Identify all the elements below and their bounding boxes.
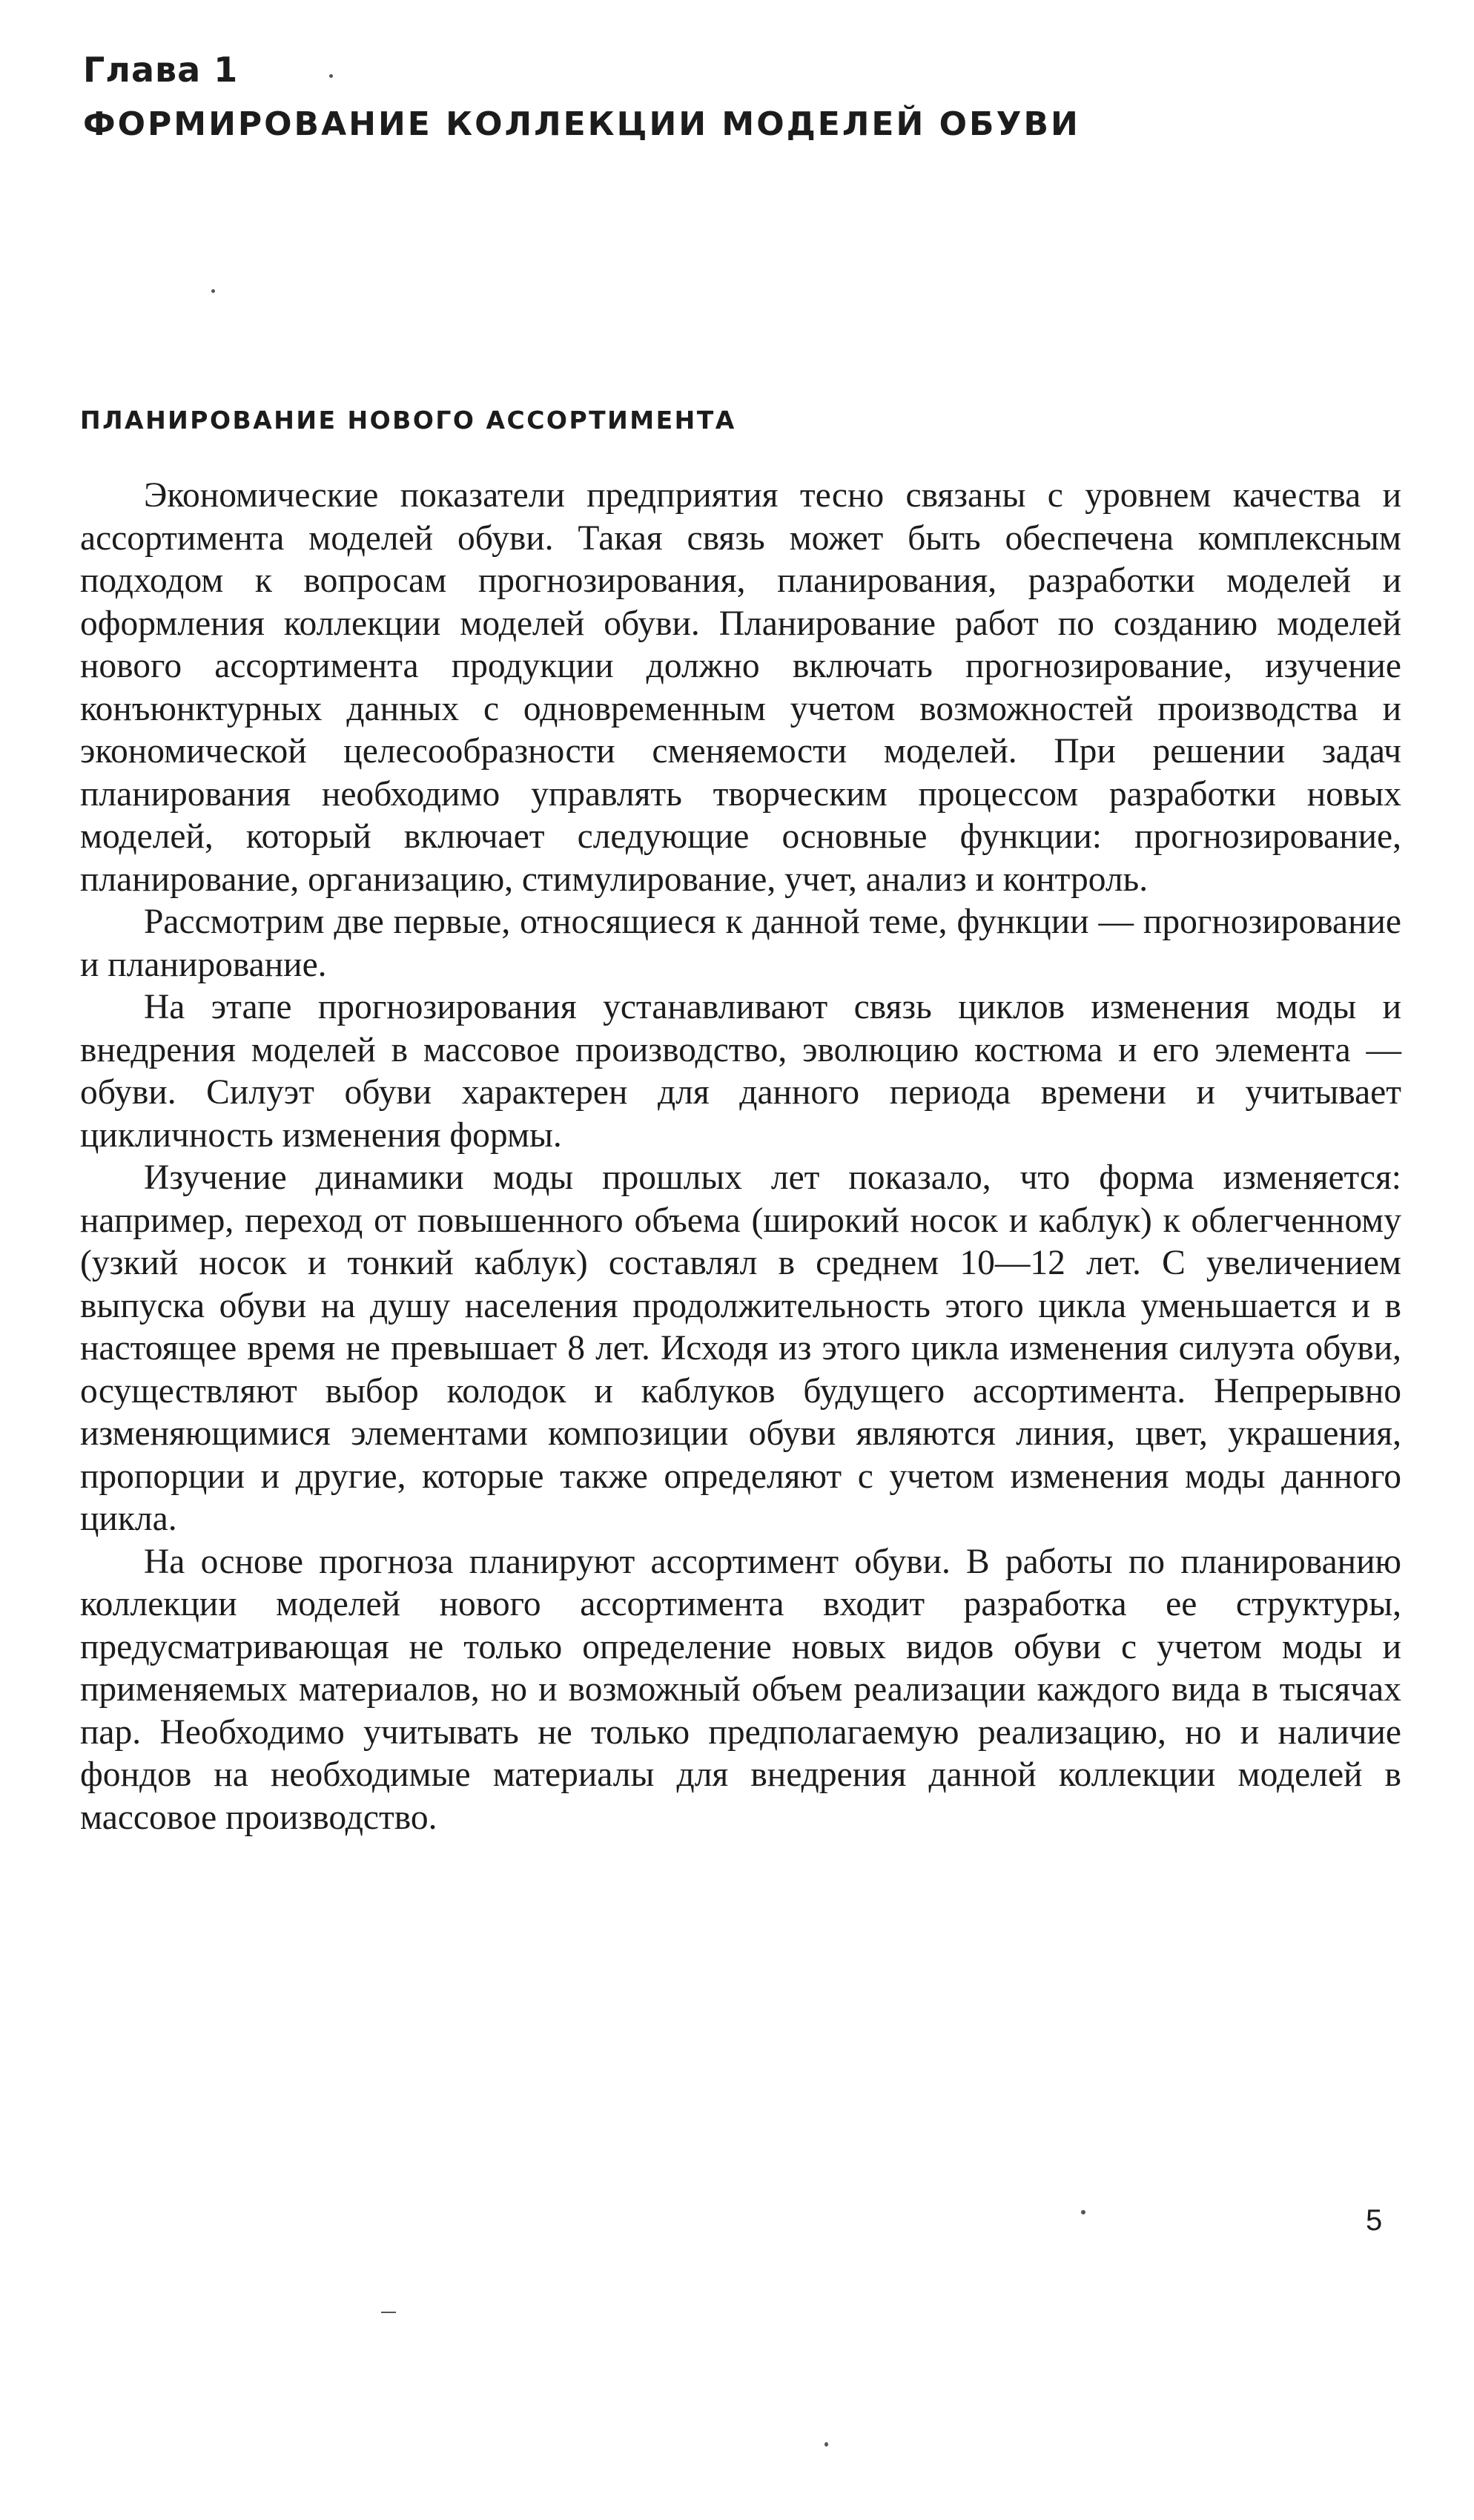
paragraph: Рассмотрим две первые, относящиеся к данной теме, функции — прогнозирование и планирование. [80,903,1401,984]
scan-speck [381,2312,396,2313]
paragraph: Экономические показатели предприятия тесно связаны с уровнем качества и ассортимента моделей обуви. Такая связь может быть обеспечена комплексным подходом к вопросам прогнозирования, планирования, разработки моделей и оформления коллекции моделей обуви. Планирование работ по созданию моделей нового ассортимента продукции должно включать прогнозирование, изучение конъюнктурных данных с одновременным учетом возможностей производства и экономической целесообразности сменяемости моделей. При решении задач планирования необходимо управлять творческим процессом разработки новых моделей, который включает следующие основные функции: прогнозирование, планирование, организацию, стимулирование, учет, анализ и контроль. [80,476,1401,899]
body-text [80,475,1401,1839]
scan-speck [211,289,215,293]
scan-speck [1081,2210,1085,2214]
paragraph: Изучение динамики моды прошлых лет показало, что форма изменяется: например, переход от повышенного объема (широкий носок и каблук) к облегченному (узкий носок и тонкий каблук) составлял в среднем 10—12 лет. С увеличением выпуска обуви на душу населения продолжительность этого цикла уменьшается и в настоящее время не превышает 8 лет. Исходя из этого цикла изменения силуэта обуви, осуществляют выбор колодок и каблуков будущего ассортимента. Непрерывно изменяющимися элементами композиции обуви являются линия, цвет, украшения, пропорции и другие, которые также определяют с учетом изменения моды данного цикла. [80,1158,1401,1538]
page-number: 5 [1366,2204,1383,2237]
scan-speck [329,74,333,78]
paragraph: На основе прогноза планируют ассортимент обуви. В работы по планированию коллекции моделей нового ассортимента входит разработка ее структуры, предусматривающая не только определение новых видов обуви с учетом моды и применяемых материалов, но и возможный объем реализации каждого вида в тысячах пар. Необходимо учитывать не только предполагаемую реализацию, но и наличие фондов на необходимые материалы для внедрения данной коллекции моделей в массовое производство. [80,1542,1401,1837]
chapter-label: Глава 1 [83,50,239,90]
scan-speck [824,2442,828,2447]
chapter-title: ФОРМИРОВАНИЕ КОЛЛЕКЦИИ МОДЕЛЕЙ ОБУВИ [83,105,1080,143]
paragraph: На этапе прогнозирования устанавливают связь циклов изменения моды и внедрения моделей в массовое производство, эволюцию костюма и его элемента — обуви. Силуэт обуви характерен для данного периода времени и учитывает цикличность изменения формы. [80,988,1401,1155]
section-title: ПЛАНИРОВАНИЕ НОВОГО АССОРТИМЕНТА [80,406,736,435]
